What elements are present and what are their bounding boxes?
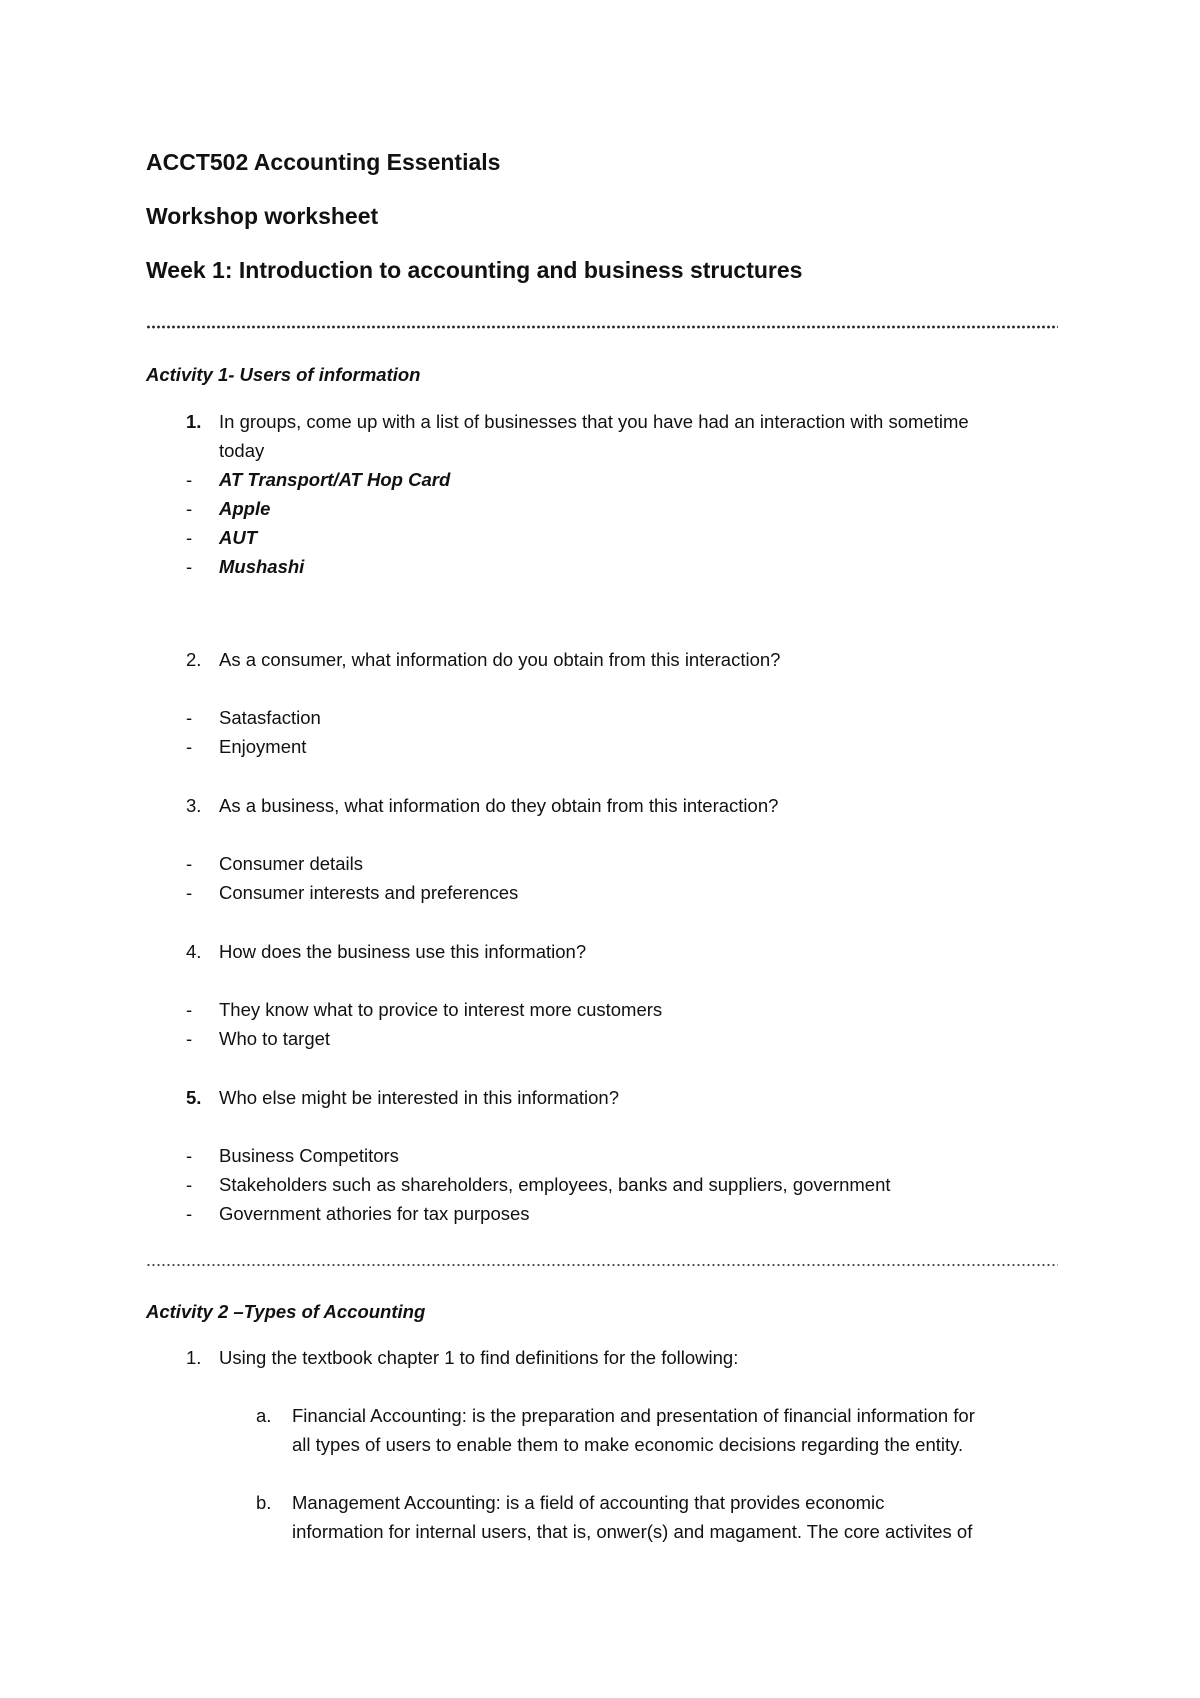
question-number: 1. [186, 1347, 202, 1368]
bullet-dash: - [186, 1203, 193, 1224]
question-2-text: As a consumer, what information do you obtain from this interaction? [219, 649, 781, 670]
activity-1-title: Activity 1- Users of information [146, 364, 421, 385]
answer-item: Stakeholders such as shareholders, employees, banks and suppliers, government [219, 1174, 891, 1195]
bullet-dash: - [186, 999, 193, 1020]
question-5-text: Who else might be interested in this information? [219, 1087, 620, 1108]
bullet-dash: - [186, 498, 193, 519]
bullet-dash: - [186, 1145, 193, 1166]
section-divider [146, 1262, 1058, 1268]
answer-item: Mushashi [219, 556, 305, 577]
bullet-dash: - [186, 1028, 193, 1049]
definition-label: a. [256, 1405, 272, 1426]
bullet-dash: - [186, 707, 193, 728]
question-number: 4. [186, 941, 202, 962]
week-heading: Week 1: Introduction to accounting and business structures [146, 257, 803, 283]
definition-management: Management Accounting: is a field of accounting that provides economic [292, 1492, 885, 1513]
answer-item: AT Transport/AT Hop Card [219, 469, 451, 490]
bullet-dash: - [186, 1174, 193, 1195]
answer-item: Government athories for tax purposes [219, 1203, 530, 1224]
answer-item: Satasfaction [219, 707, 321, 728]
answer-item: They know what to provice to interest more customers [219, 999, 663, 1020]
bullet-dash: - [186, 882, 193, 903]
definition-financial-cont: all types of users to enable them to make economic decisions regarding the entity. [292, 1434, 964, 1455]
bullet-dash: - [186, 853, 193, 874]
question-1-text: In groups, come up with a list of businesses that you have had an interaction with sometime [219, 411, 969, 432]
section-divider [146, 324, 1058, 330]
definition-financial: Financial Accounting: is the preparation and presentation of financial information for [292, 1405, 975, 1426]
question-number: 1. [186, 411, 202, 432]
answer-item: Consumer interests and preferences [219, 882, 519, 903]
answer-item: Consumer details [219, 853, 363, 874]
answer-item: Enjoyment [219, 736, 307, 757]
bullet-dash: - [186, 736, 193, 757]
activity-2-title: Activity 2 –Types of Accounting [146, 1301, 426, 1322]
question-number: 2. [186, 649, 202, 670]
question-text: Using the textbook chapter 1 to find definitions for the following: [219, 1347, 739, 1368]
bullet-dash: - [186, 556, 193, 577]
answer-item: Who to target [219, 1028, 331, 1049]
question-number: 5. [186, 1087, 202, 1108]
question-1-text-cont: today [219, 440, 265, 461]
question-3-text: As a business, what information do they obtain from this interaction? [219, 795, 779, 816]
definition-label: b. [256, 1492, 272, 1513]
course-title: ACCT502 Accounting Essentials [146, 149, 501, 175]
bullet-dash: - [186, 469, 193, 490]
question-number: 3. [186, 795, 202, 816]
answer-item: Business Competitors [219, 1145, 399, 1166]
worksheet-subtitle: Workshop worksheet [146, 203, 379, 229]
definition-management-cont: information for internal users, that is, onwer(s) and magament. The core activites of [292, 1521, 973, 1542]
answer-item: Apple [219, 498, 271, 519]
bullet-dash: - [186, 527, 193, 548]
answer-item: AUT [219, 527, 258, 548]
question-4-text: How does the business use this information? [219, 941, 587, 962]
